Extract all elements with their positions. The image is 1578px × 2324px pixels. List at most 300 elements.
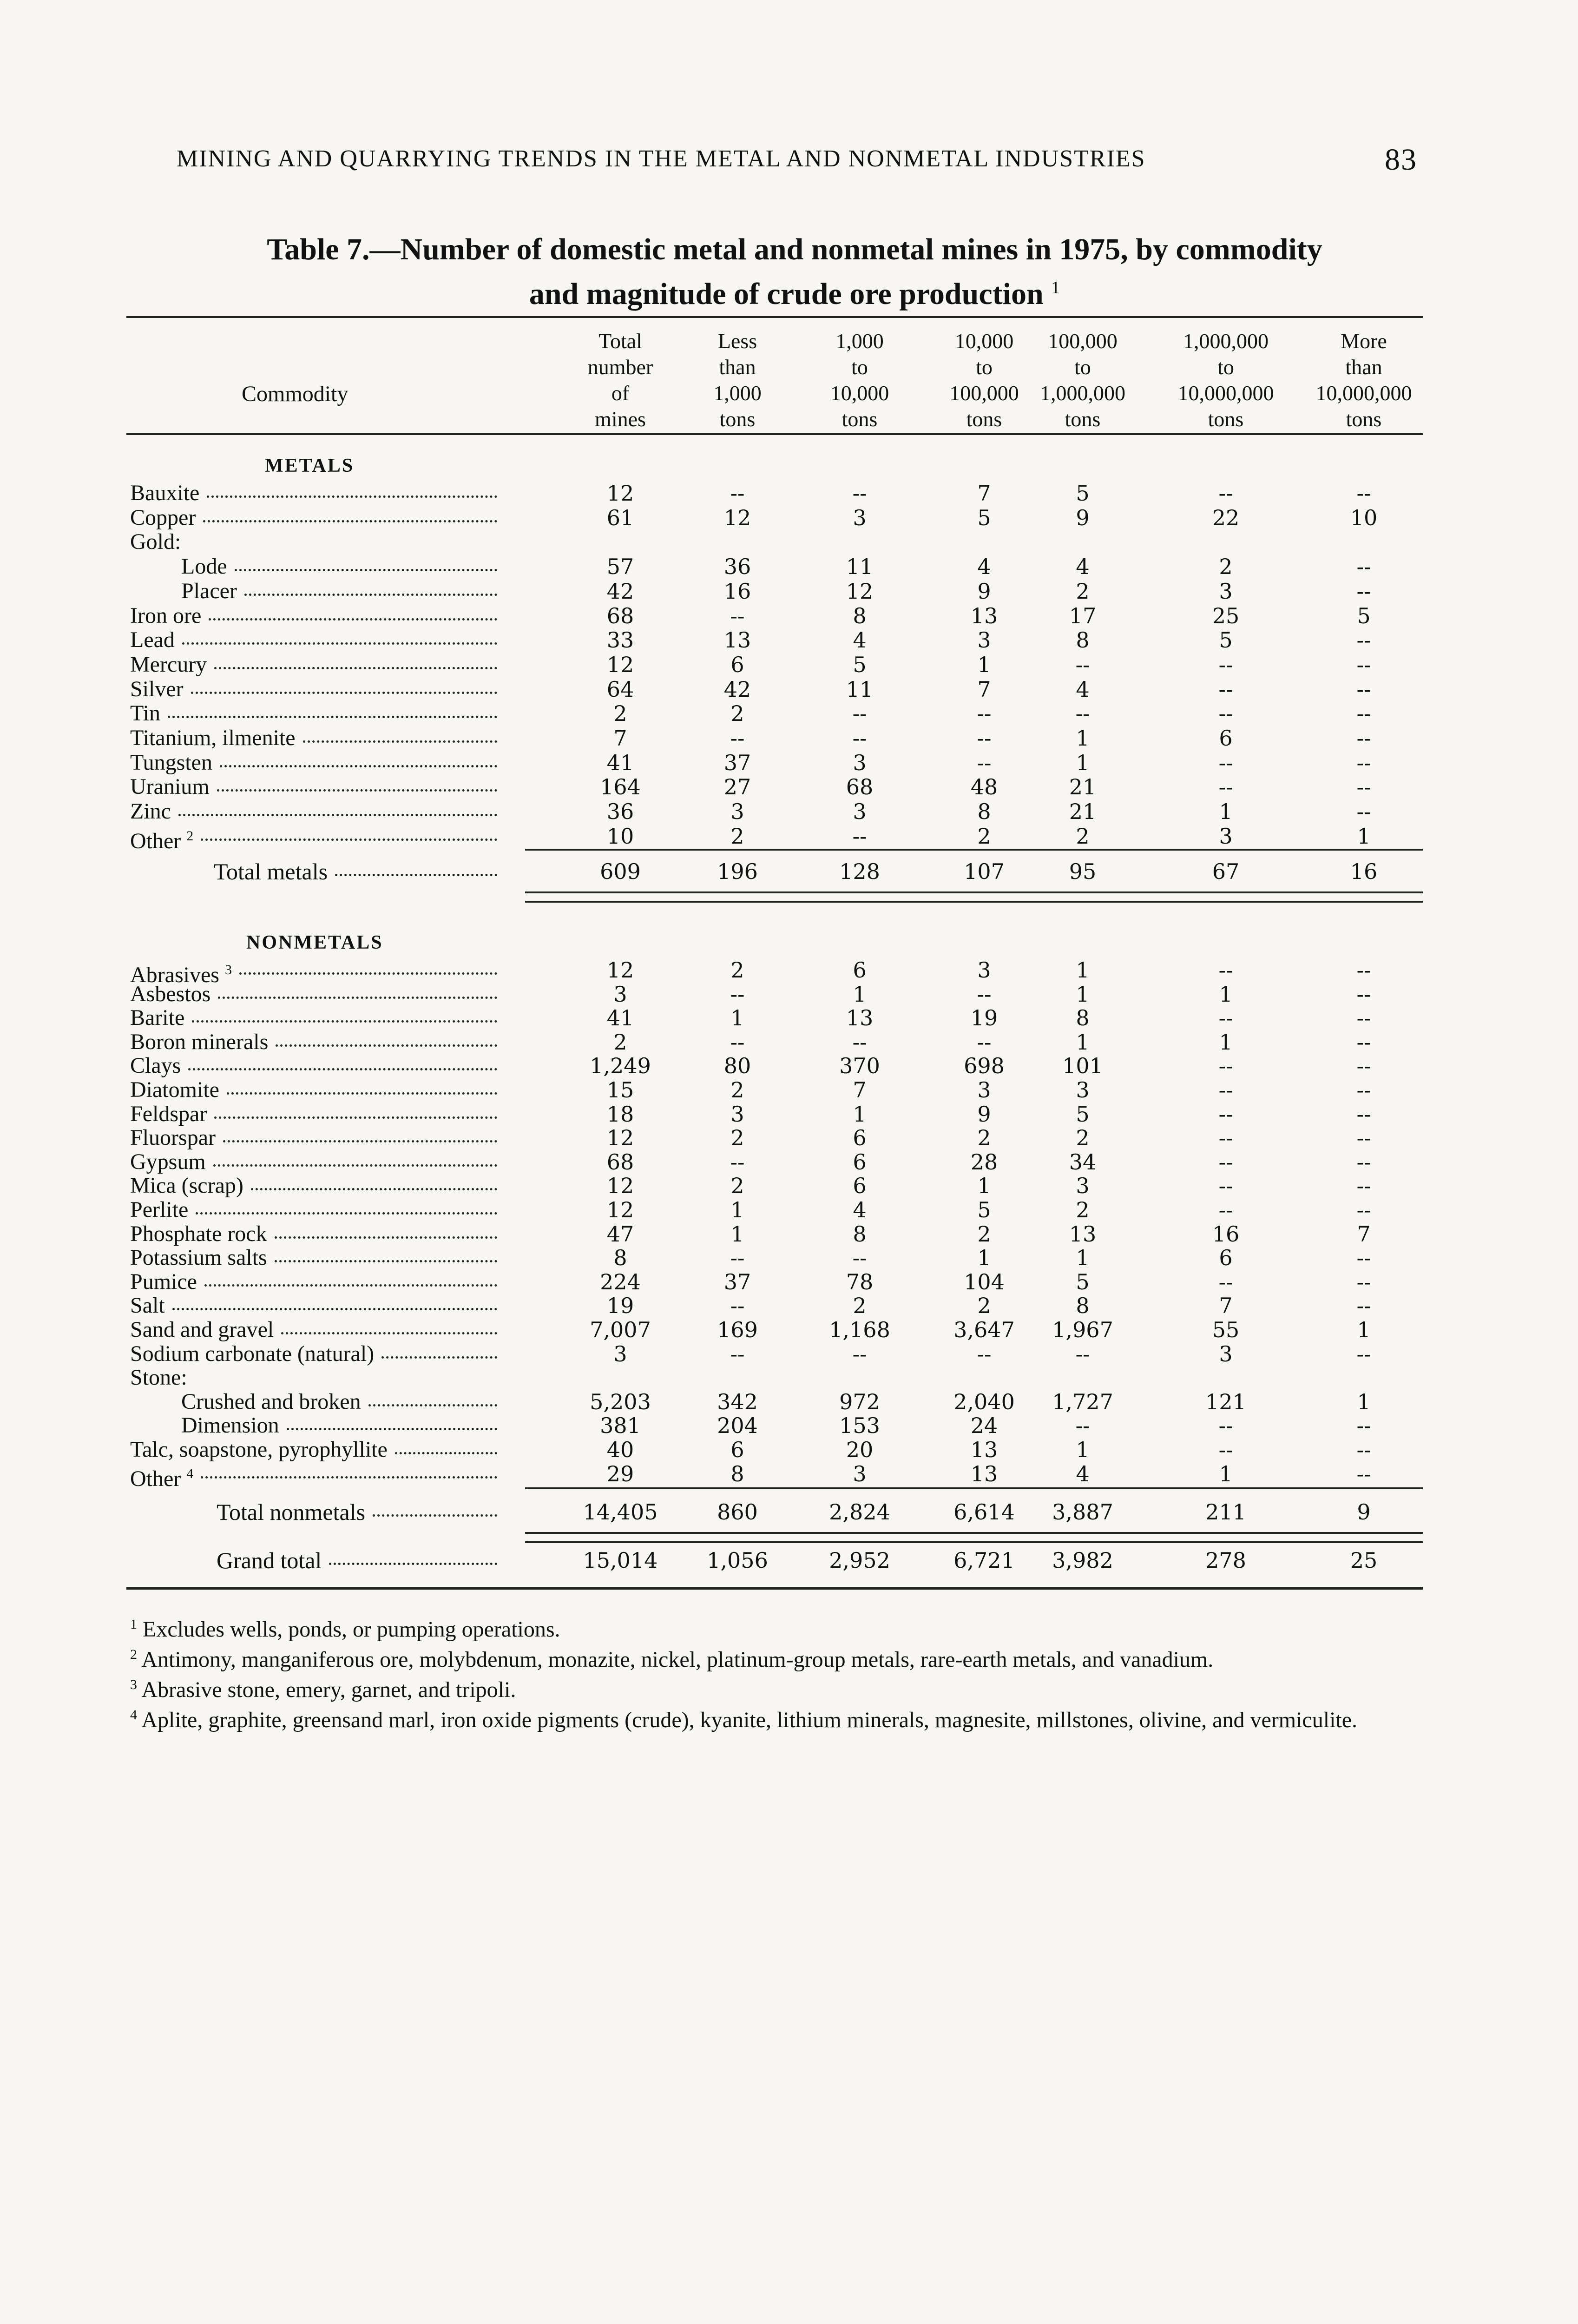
table-title-line1: Table 7.—Number of domestic metal and nonmetal mines in 1975, by commodity [267,232,1322,266]
table-cell: -- [1218,1269,1233,1294]
nonmetals-total-rule-bottom2 [525,1541,1423,1543]
table-cell: 3 [1219,1341,1233,1367]
table-cell: 36 [606,799,634,824]
table-cell: 33 [606,627,634,653]
table-cell: 8 [853,603,867,628]
table-row [0,701,1578,727]
row-label [130,1197,188,1222]
row-label [130,774,210,799]
table-cell: 6 [853,1173,867,1198]
table-cell: 15 [606,1077,634,1103]
table-cell: 14,405 [583,1499,658,1525]
table-cell: -- [1075,1413,1090,1438]
table-cell: 5 [1219,627,1233,653]
row-label-text: Crushed and broken [181,1389,361,1414]
header-commodity: Commodity [242,382,348,406]
leader-dots [373,1514,497,1517]
row-label-text: Silver [130,677,184,701]
row-label-text: Tungsten [130,750,212,775]
table-cell: 61 [606,505,634,530]
header-column-3 [790,328,929,432]
table-cell: 2 [730,824,744,849]
table-row [0,603,1578,629]
header-column-line: 100,000 [1048,329,1118,353]
table-cell: -- [1356,957,1371,983]
table-cell: -- [852,481,867,506]
header-column-line: Total [598,329,642,353]
leader-dots [251,1188,497,1190]
table-cell: 3 [1219,579,1233,604]
table-cell: 101 [1062,1053,1103,1078]
leader-dots [178,814,497,816]
table-row [0,677,1578,703]
table-cell: 4 [977,554,991,579]
table-cell: 5 [1357,603,1371,628]
table-cell: -- [1075,1341,1090,1367]
table-cell: 80 [723,1053,751,1078]
table-cell: 2 [977,1221,991,1247]
metals-total-rule-bottom2 [525,901,1423,903]
table-cell: 2,824 [829,1499,890,1525]
table-cell: 5 [977,1197,991,1222]
table-cell: 5,203 [590,1389,651,1414]
table-cell: 2 [1076,1197,1090,1222]
row-label-text: Grand total [217,1547,322,1573]
footnote-text: Antimony, manganiferous ore, molybdenum, monazite, nickel, platinum-group metals, rare-earth metals, and vanadium. [141,1647,1214,1672]
leader-dots [214,1116,497,1119]
row-label-text: Feldspar [130,1102,207,1126]
table-cell: 1,727 [1052,1389,1113,1414]
grand-total-row [0,1548,1578,1574]
row-label [130,1102,207,1127]
table-cell: 1,967 [1052,1317,1113,1342]
header-column-line: to [1217,355,1234,379]
table-row [0,1413,1578,1439]
leader-dots [275,1236,497,1239]
table-cell: 6 [853,957,867,983]
table-cell: 12 [606,1197,634,1222]
row-label [130,1341,374,1367]
table-cell: -- [1218,677,1233,702]
table-cell: -- [1356,1461,1371,1486]
table-cell: 13 [970,603,998,628]
footnote-text: Aplite, graphite, greensand marl, iron oxide pigments (crude), kyanite, lithium minerals, magnesite, millstones, olivine, and vermiculite. [141,1708,1358,1732]
table-cell: 3 [1219,824,1233,849]
table-row [0,1437,1578,1463]
leader-dots [329,1563,497,1565]
table-cell: 10 [1350,505,1378,530]
footnote-mark: 4 [186,1466,194,1481]
table-cell: 3 [730,1102,744,1127]
table-cell: 11 [846,554,874,579]
leader-dots [213,1164,497,1167]
leader-dots [209,618,497,621]
nonmetals-total-rule-top [525,1487,1423,1489]
table-cell: 8 [1076,1293,1090,1318]
row-label [214,859,328,884]
table-bottom-rule [126,1587,1423,1590]
header-column-line: 10,000,000 [1177,381,1274,405]
footnote [130,1612,1450,1642]
table-cell: 8 [730,1461,744,1486]
table-cell: 6 [730,1437,744,1462]
header-column-line: 100,000 [949,381,1019,405]
table-row [0,1125,1578,1151]
table-row [0,1053,1578,1079]
row-label-text: Tin [130,701,160,726]
table-cell: 2 [730,1125,744,1150]
header-column-line: 1,000 [713,381,762,405]
table-cell: 12 [606,1173,634,1198]
table-cell: 2 [1076,579,1090,604]
header-column-line: More [1341,329,1387,353]
footnote-text: Excludes wells, ponds, or pumping operations. [143,1617,560,1642]
row-label [130,824,193,854]
table-cell: 8 [613,1245,627,1270]
total-nonmetals-row [0,1499,1578,1525]
header-column-6 [1156,328,1295,432]
row-label-text: Phosphate rock [130,1221,267,1246]
table-cell: 2 [1076,824,1090,849]
leader-dots [287,1428,497,1430]
row-label-text: Total nonmetals [217,1499,366,1525]
table-cell: 1 [1357,1389,1371,1414]
table-cell: 2 [613,1030,627,1055]
table-cell: 9 [1357,1499,1371,1525]
header-column-line: number [587,355,653,379]
table-cell: 42 [606,579,634,604]
header-column-line: to [976,355,993,379]
table-row [0,627,1578,654]
table-row [0,1317,1578,1343]
table-cell: 78 [846,1269,874,1294]
table-cell: 47 [606,1221,634,1247]
table-cell: 68 [606,1149,634,1175]
table-cell: 55 [1212,1317,1240,1342]
row-label-text: Mica (scrap) [130,1173,243,1198]
row-label [130,1437,388,1462]
table-row [0,1245,1578,1271]
table-cell: 9 [977,579,991,604]
table-cell: 1 [730,1197,744,1222]
table-row [0,1389,1578,1415]
leader-dots [227,1092,497,1095]
row-label [130,1173,243,1198]
table-row [0,1269,1578,1295]
leader-dots [201,1476,497,1479]
table-cell: -- [1218,1413,1233,1438]
table-row [0,1221,1578,1248]
table-cell: 3 [1076,1173,1090,1198]
header-column-line: 1,000,000 [1183,329,1269,353]
table-cell: 107 [964,859,1005,884]
row-label [130,603,201,628]
leader-dots [368,1404,497,1406]
table-cell: 13 [723,627,751,653]
header-column-7 [1294,328,1433,432]
table-cell: 16 [1212,1221,1240,1247]
row-label [130,1030,268,1055]
row-label [130,799,171,824]
table-cell: 68 [846,774,874,799]
leader-dots [335,874,497,876]
leader-dots [276,1044,497,1047]
table-row [0,652,1578,678]
leader-dots [381,1356,497,1359]
table-cell: 4 [853,627,867,653]
row-label-text: Sand and gravel [130,1317,274,1342]
table-cell: 6,721 [953,1548,1015,1573]
table-cell: 6,614 [953,1499,1015,1525]
table-cell: 609 [600,859,641,884]
table-cell: -- [1218,750,1233,775]
table-cell: 37 [723,750,751,775]
table-cell: -- [852,726,867,751]
table-cell: 15,014 [583,1548,658,1573]
row-label [130,982,210,1007]
table-cell: -- [977,701,992,726]
row-label-text: Mercury [130,652,207,677]
table-cell: 22 [1212,505,1240,530]
table-cell: -- [730,1341,745,1367]
table-row [0,505,1578,531]
footnote [130,1642,1450,1672]
row-label-text: Asbestos [130,982,211,1006]
table-cell: -- [730,1245,745,1270]
table-cell: -- [1218,652,1233,677]
table-cell: 211 [1205,1499,1246,1525]
table-cell: -- [1356,1102,1371,1127]
table-cell: 169 [717,1317,758,1342]
table-cell: -- [1356,1341,1371,1367]
table-cell: 224 [600,1269,641,1294]
table-row [0,579,1578,605]
table-cell: 7 [613,726,627,751]
row-label-text: Uranium [130,774,210,799]
header-column-line: to [1074,355,1091,379]
table-row [0,1293,1578,1319]
table-row [0,824,1578,853]
table-cell: -- [730,1293,745,1318]
table-cell: -- [730,1030,745,1055]
row-label-text: Dimension [181,1413,279,1438]
table-cell: 1 [1219,1461,1233,1486]
table-cell: -- [1356,1030,1371,1055]
table-cell: 164 [600,774,641,799]
section-label-nonmetals: NONMETALS [246,932,383,953]
table-cell: -- [977,726,992,751]
header-column-line: Less [717,329,757,353]
leader-dots [244,594,497,596]
row-label-text: Titanium, ilmenite [130,726,296,750]
row-label [130,1053,181,1078]
metals-total-rule-bottom [525,891,1423,893]
table-cell: -- [1218,481,1233,506]
table-cell: 1 [977,652,991,677]
table-cell: 1 [1076,982,1090,1007]
leader-dots [281,1332,497,1334]
row-label [130,1221,267,1247]
table-row [0,481,1578,507]
table-cell: 11 [846,677,874,702]
table-cell: 4 [853,1197,867,1222]
row-label-text: Placer [181,579,237,603]
leader-dots [395,1452,497,1454]
table-cell: 25 [1212,603,1240,628]
header-column-line: 1,000 [835,329,884,353]
table-cell: 972 [839,1389,880,1414]
footnote-mark: 3 [224,962,232,977]
row-label [130,529,181,555]
row-label-text: Other [130,1466,181,1491]
row-label [130,701,160,726]
table-cell: -- [1356,1173,1371,1198]
header-column-line: 10,000 [954,329,1014,353]
table-cell: 10 [606,824,634,849]
table-cell: -- [1356,554,1371,579]
table-cell: 2 [730,957,744,983]
row-label-text: Zinc [130,799,171,824]
table-cell: -- [730,481,745,506]
table-cell: 27 [723,774,751,799]
table-cell: -- [852,701,867,726]
row-label [130,481,199,506]
row-label-text: Lead [130,627,175,652]
header-column-line: than [1345,355,1382,379]
row-label [217,1499,365,1525]
row-label-text: Iron ore [130,603,202,628]
table-cell: 21 [1069,774,1097,799]
table-cell: 7,007 [590,1317,651,1342]
row-label [130,677,184,702]
table-row [0,1005,1578,1031]
table-row [0,1197,1578,1223]
table-cell: 9 [1076,505,1090,530]
leader-dots [220,765,497,767]
leader-dots [188,1068,497,1070]
table-cell: 2 [613,701,627,726]
table-cell: 1 [1219,799,1233,824]
header-column-line: 10,000,000 [1315,381,1412,405]
table-cell: -- [1356,1245,1371,1270]
row-label-text: Clays [130,1053,181,1078]
table-cell: 19 [606,1293,634,1318]
table-cell: 370 [839,1053,880,1078]
table-cell: -- [1356,701,1371,726]
header-column-line: tons [842,407,878,431]
table-title-footnote-mark: 1 [1051,278,1060,297]
table-cell: 6 [853,1149,867,1175]
table-cell: -- [977,1030,992,1055]
table-cell: 2 [730,1173,744,1198]
footnote-number: 4 [130,1707,137,1723]
table-cell: 7 [853,1077,867,1103]
table-cell: 1 [977,1245,991,1270]
row-label [181,1389,361,1414]
header-column-line: than [719,355,756,379]
header-column-2 [668,328,807,432]
table-cell: -- [1218,1053,1233,1078]
row-label [130,1125,216,1150]
table-cell: 1,056 [707,1548,768,1573]
table-cell: 24 [970,1413,998,1438]
table-title-line2: and magnitude of crude ore production [529,277,1044,311]
table-cell: -- [1356,1269,1371,1294]
footnote [130,1703,1450,1733]
table-row [0,1077,1578,1103]
table-cell: 9 [977,1102,991,1127]
table-cell: -- [1356,481,1371,506]
table-row [0,1030,1578,1056]
table-cell: 21 [1069,799,1097,824]
total-metals-row [0,859,1578,885]
table-row [0,529,1578,555]
header-top-rule [126,316,1423,318]
table-cell: -- [1356,1077,1371,1103]
table-cell: 6 [1219,1245,1233,1270]
table-cell: -- [1218,774,1233,799]
table-cell: 6 [730,652,744,677]
table-row [0,1365,1578,1391]
table-cell: 12 [606,1125,634,1150]
table-cell: 3,647 [953,1317,1015,1342]
table-cell: 2 [1076,1125,1090,1150]
leader-dots [192,1020,497,1023]
table-cell: 7 [977,481,991,506]
row-label-text: Barite [130,1005,185,1030]
footnote-text: Abrasive stone, emery, garnet, and tripoli. [141,1677,516,1702]
table-row [0,799,1578,825]
table-cell: 104 [964,1269,1005,1294]
table-cell: -- [1218,1173,1233,1198]
leader-dots [223,1140,497,1142]
table-cell: 25 [1350,1548,1378,1573]
table-cell: 1 [1076,957,1090,983]
leader-dots [172,1308,497,1310]
table-cell: 3 [853,505,867,530]
header-column-line: mines [595,407,646,431]
table-cell: 3,982 [1052,1548,1113,1573]
row-label-text: Total metals [214,858,328,885]
table-cell: 12 [846,579,874,604]
table-row [0,750,1578,776]
row-label-text: Copper [130,505,196,530]
table-cell: -- [1075,701,1090,726]
leader-dots [235,569,497,571]
table-cell: 37 [723,1269,751,1294]
row-label [181,1413,279,1438]
table-cell: 5 [1076,1102,1090,1127]
table-row [0,1341,1578,1367]
table-cell: 1 [853,982,867,1007]
table-row [0,982,1578,1008]
table-cell: 3 [730,799,744,824]
row-label [130,1269,197,1294]
table-cell: -- [1356,1293,1371,1318]
row-label-text: Perlite [130,1197,189,1222]
table-cell: 1 [977,1173,991,1198]
table-cell: 1 [1076,1245,1090,1270]
table-cell: 7 [1219,1293,1233,1318]
table-cell: 16 [1350,859,1378,884]
table-row [0,726,1578,752]
table-cell: -- [1218,957,1233,983]
table-cell: 6 [1219,726,1233,751]
table-cell: 121 [1205,1389,1246,1414]
table-cell: 68 [606,603,634,628]
table-cell: -- [852,1341,867,1367]
row-label [130,1149,206,1175]
